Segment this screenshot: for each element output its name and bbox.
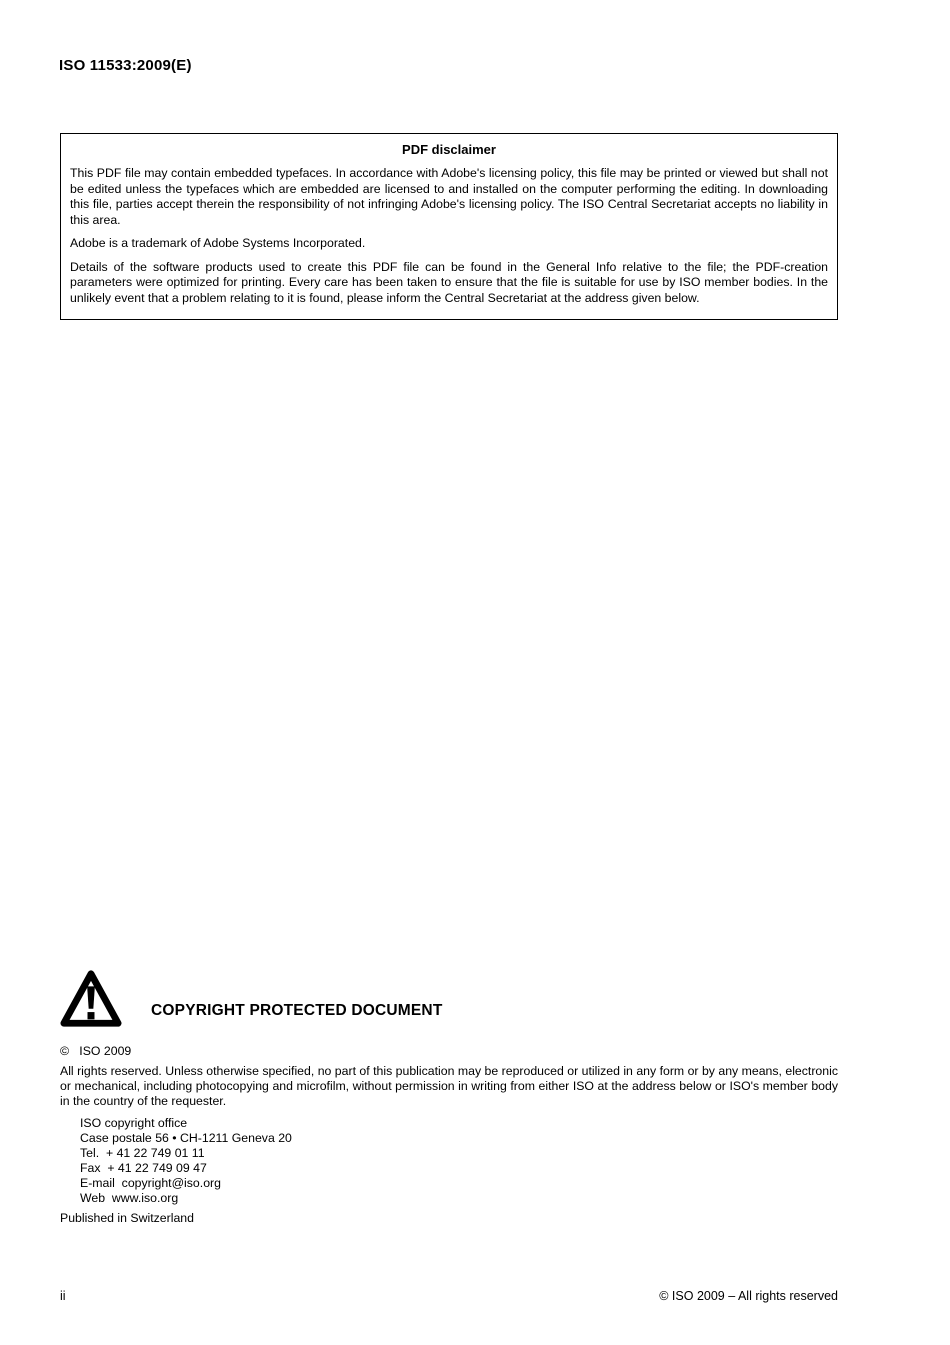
doc-reference: ISO 11533:2009(E) [59,57,192,74]
copyright-heading-row [60,967,838,1031]
rights-statement: All rights reserved. Unless otherwise specified, no part of this publication may be reproduced or utilized in any form or by any means, electronic or mechanical, including photocopying and microfilm, without permission in writing from either ISO at the address below or ISO's member body in the country of the requester. [60,1064,838,1108]
address-line: E-mail copyright@iso.org [80,1176,221,1190]
copyright-heading: COPYRIGHT PROTECTED DOCUMENT [151,1002,443,1019]
disclaimer-paragraph: Adobe is a trademark of Adobe Systems Incorporated. [70,236,366,250]
address-line: Fax + 41 22 749 09 47 [80,1161,207,1175]
iso-address-block [80,1116,838,1206]
copyright-year: © ISO 2009 [60,1044,132,1058]
address-line: Tel. + 41 22 749 01 11 [80,1146,205,1160]
page-number: ii [60,1289,66,1303]
disclaimer-paragraph: This PDF file may contain embedded typefaces. In accordance with Adobe's licensing policy, this file may be printed or viewed but shall not be edited unless the typefaces which are embedded are licensed to and installed on the computer performing the editing. In downloading this file, parties accept therein the responsibility of not infringing Adobe's licensing policy. The ISO Central Secretariat accepts no liability in this area. [70,166,828,227]
copyright-section [60,967,838,1225]
address-line: Web www.iso.org [80,1191,179,1205]
address-line: ISO copyright office [80,1116,188,1130]
footer-copyright: © ISO 2009 – All rights reserved [659,1289,838,1303]
address-line: Case postale 56 • CH-1211 Geneva 20 [80,1131,292,1145]
pdf-disclaimer-box [60,133,838,320]
page-footer [60,1289,838,1303]
disclaimer-paragraph: Details of the software products used to create this PDF file can be found in the General Info relative to the file; the PDF-creation parameters were optimized for printing. Every care has been taken to ensure that the file is suitable for use by ISO member bodies. In the unlikely event that a problem relating to it is found, please inform the Central Secretariat at the address given below. [70,259,828,305]
pdf-disclaimer-title: PDF disclaimer [402,142,496,157]
warning-triangle-icon [60,967,122,1031]
published-line: Published in Switzerland [60,1211,194,1225]
